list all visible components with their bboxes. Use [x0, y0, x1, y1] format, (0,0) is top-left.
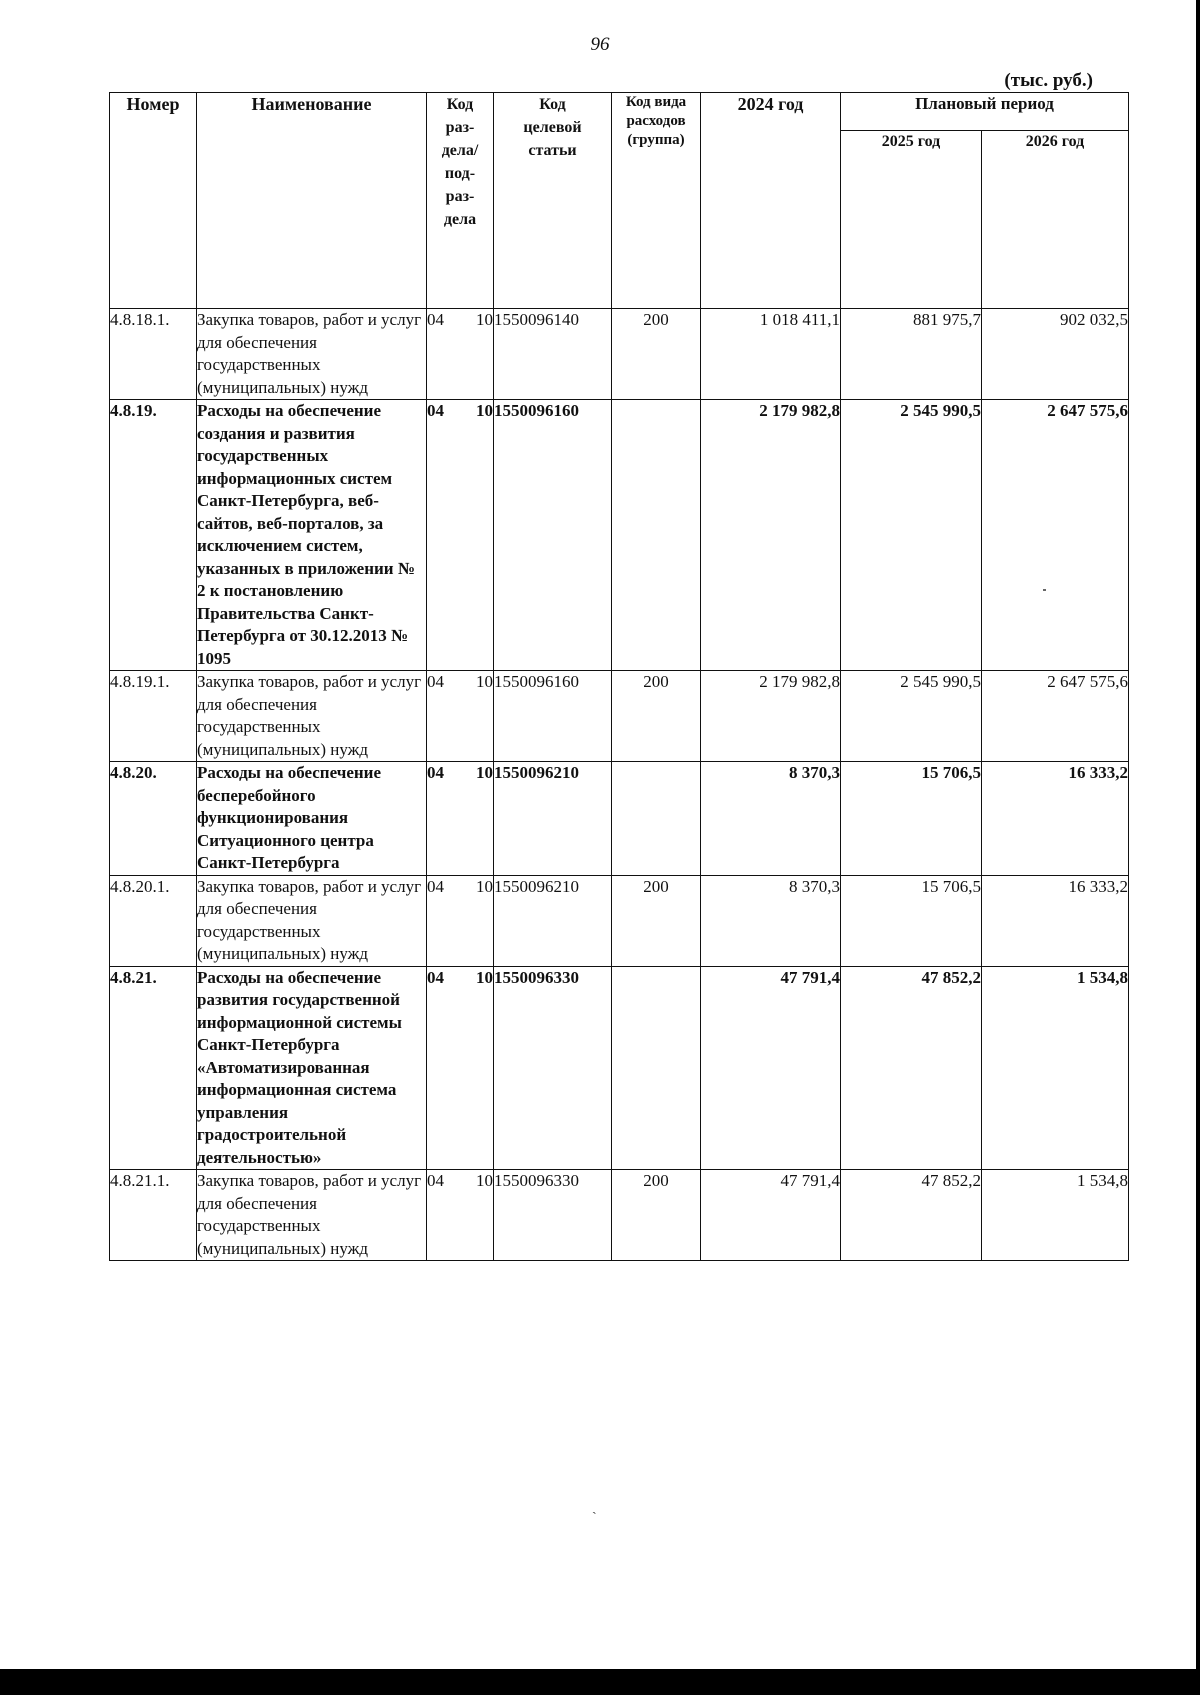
row-amount-2025: 2 545 990,5 [841, 671, 982, 762]
row-section-code [427, 966, 494, 1170]
header-target-code: Код целевой статьи [494, 93, 612, 309]
row-section-code [427, 875, 494, 966]
scan-mark: ˏ [592, 1500, 597, 1515]
row-expense-type: 200 [612, 1170, 701, 1261]
row-name: Закупка товаров, работ и услуг для обеспечения государственных (муниципальных) нужд [197, 875, 427, 966]
row-target-code: 1550096160 [494, 671, 612, 762]
row-expense-type: 200 [612, 309, 701, 400]
row-amount-2025: 2 545 990,5 [841, 400, 982, 671]
header-year-2026: 2026 год [982, 131, 1129, 309]
row-name: Закупка товаров, работ и услуг для обеспечения государственных (муниципальных) нужд [197, 1170, 427, 1261]
row-number: 4.8.20.1. [110, 875, 197, 966]
row-razdel: 04 [427, 967, 444, 987]
row-amount-2024: 1 018 411,1 [701, 309, 841, 400]
header-number: Номер [110, 93, 197, 309]
header-section-code: Код раз- дела/ под- раз- дела [427, 93, 494, 309]
row-amount-2024: 2 179 982,8 [701, 400, 841, 671]
row-name: Закупка товаров, работ и услуг для обеспечения государственных (муниципальных) нужд [197, 671, 427, 762]
row-podrazdel: 10 [476, 310, 493, 329]
row-expense-type [612, 400, 701, 671]
row-number: 4.8.19.1. [110, 671, 197, 762]
table-row [110, 966, 1129, 1170]
row-number: 4.8.20. [110, 762, 197, 876]
table-row [110, 1170, 1129, 1261]
row-section-code [427, 1170, 494, 1261]
scan-border-right [1196, 0, 1200, 1695]
row-amount-2024: 8 370,3 [701, 762, 841, 876]
table-row [110, 400, 1129, 671]
row-razdel: 04 [427, 401, 444, 420]
row-number: 4.8.19. [110, 400, 197, 671]
row-amount-2026: 16 333,2 [982, 762, 1129, 876]
row-section-code [427, 309, 494, 400]
row-podrazdel: 10 [476, 401, 493, 420]
row-section-code [427, 671, 494, 762]
row-amount-2026: 1 534,8 [982, 966, 1129, 1170]
scan-speck [1043, 589, 1046, 591]
units-label: (тыс. руб.) [1004, 70, 1093, 91]
row-podrazdel: 10 [476, 1171, 493, 1190]
row-name: Расходы на обеспечение бесперебойного функционирования Ситуационного центра Санкт-Петербурга [197, 762, 427, 876]
row-podrazdel: 10 [476, 967, 493, 987]
header-planned-period: Плановый период [841, 93, 1129, 131]
budget-table [109, 92, 1129, 1261]
row-podrazdel: 10 [476, 763, 493, 782]
row-number: 4.8.21.1. [110, 1170, 197, 1261]
header-year-2024: 2024 год [701, 93, 841, 309]
row-target-code: 1550096160 [494, 400, 612, 671]
row-razdel: 04 [427, 1171, 444, 1190]
row-razdel: 04 [427, 672, 444, 691]
row-expense-type [612, 966, 701, 1170]
row-amount-2025: 47 852,2 [841, 1170, 982, 1261]
row-name: Расходы на обеспечение создания и развития государственных информационных систем Санкт-Петербурга, веб-сайтов, веб-порталов, за исключением систем, указанных в приложении № 2 к постановлению Правительства Санкт-Петербурга от 30.12.2013 № 1095 [197, 400, 427, 671]
row-amount-2025: 881 975,7 [841, 309, 982, 400]
row-amount-2026: 2 647 575,6 [982, 671, 1129, 762]
row-target-code: 1550096330 [494, 966, 612, 1170]
row-amount-2025: 47 852,2 [841, 966, 982, 1170]
row-amount-2024: 8 370,3 [701, 875, 841, 966]
row-podrazdel: 10 [476, 876, 493, 896]
row-amount-2024: 47 791,4 [701, 1170, 841, 1261]
row-target-code: 1550096140 [494, 309, 612, 400]
header-year-2025: 2025 год [841, 131, 982, 309]
row-section-code [427, 400, 494, 671]
row-amount-2026: 902 032,5 [982, 309, 1129, 400]
table-row [110, 762, 1129, 876]
row-name: Расходы на обеспечение развития государственной информационной системы Санкт-Петербурга «Автоматизированная информационная система управления градостроительной деятельностью» [197, 966, 427, 1170]
row-amount-2024: 2 179 982,8 [701, 671, 841, 762]
row-amount-2025: 15 706,5 [841, 875, 982, 966]
page-number: 96 [590, 34, 610, 55]
table-header-row [110, 93, 1129, 131]
row-number: 4.8.18.1. [110, 309, 197, 400]
table-row [110, 309, 1129, 400]
table-row [110, 671, 1129, 762]
row-expense-type: 200 [612, 671, 701, 762]
row-amount-2026: 2 647 575,6 [982, 400, 1129, 671]
row-expense-type: 200 [612, 875, 701, 966]
row-amount-2026: 16 333,2 [982, 875, 1129, 966]
row-amount-2025: 15 706,5 [841, 762, 982, 876]
row-expense-type [612, 762, 701, 876]
row-target-code: 1550096210 [494, 875, 612, 966]
row-number: 4.8.21. [110, 966, 197, 1170]
row-name: Закупка товаров, работ и услуг для обеспечения государственных (муниципальных) нужд [197, 309, 427, 400]
row-razdel: 04 [427, 763, 444, 782]
row-target-code: 1550096330 [494, 1170, 612, 1261]
scan-border-bottom [0, 1669, 1200, 1695]
row-razdel: 04 [427, 876, 444, 896]
row-amount-2026: 1 534,8 [982, 1170, 1129, 1261]
row-section-code [427, 762, 494, 876]
row-amount-2024: 47 791,4 [701, 966, 841, 1170]
row-podrazdel: 10 [476, 672, 493, 691]
row-target-code: 1550096210 [494, 762, 612, 876]
row-razdel: 04 [427, 310, 444, 329]
table-row [110, 875, 1129, 966]
header-expense-type: Код вида расходов (группа) [612, 93, 701, 309]
header-name: Наименование [197, 93, 427, 309]
